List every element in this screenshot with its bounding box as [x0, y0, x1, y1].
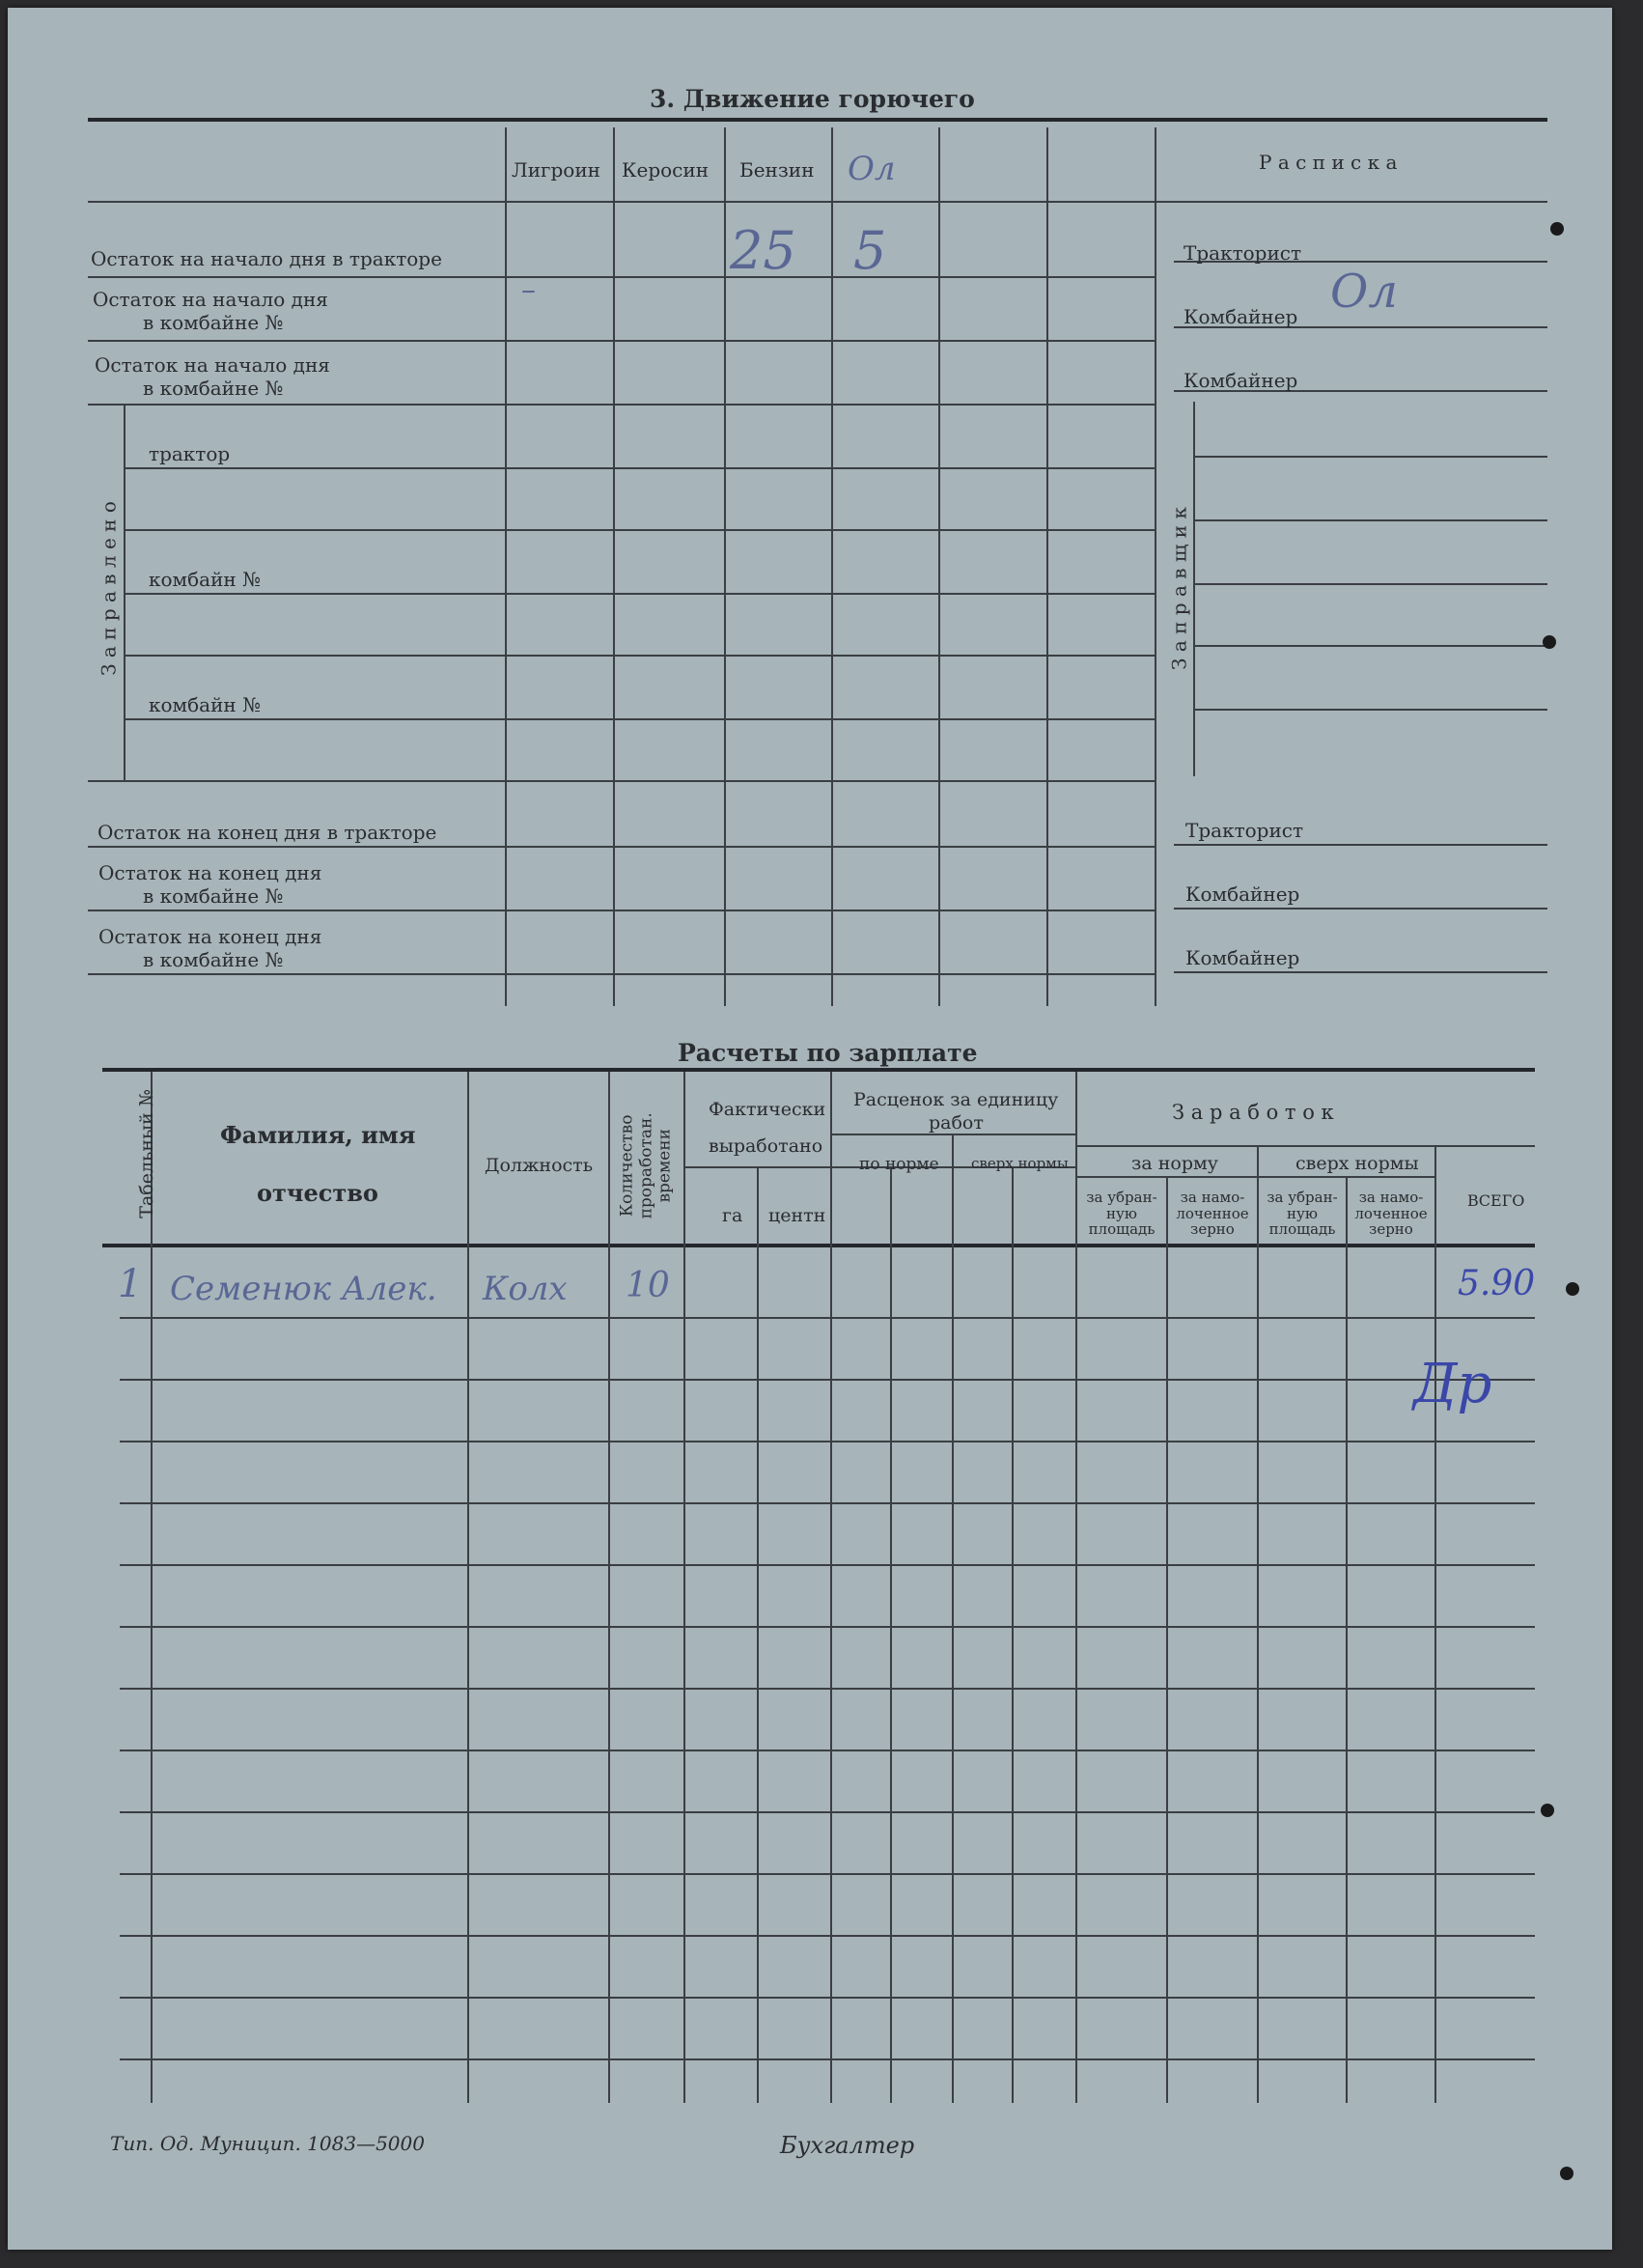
zap-combine2: комбайн №: [149, 693, 262, 716]
sig-line: [1174, 908, 1547, 910]
salary-header-hline: [1075, 1176, 1434, 1178]
salary-vline: [757, 1166, 759, 2103]
sub-namol: [1168, 1190, 1257, 1238]
salary-header-hline: [683, 1166, 830, 1168]
zapravleno-bracket: [124, 404, 125, 780]
sub-ubran-l3: площадь: [1088, 1220, 1156, 1238]
col-sverh-normy2: сверх нормы: [1295, 1153, 1419, 1174]
sub-ubran: [1077, 1190, 1166, 1238]
col-fakt-l2: выработано: [709, 1135, 823, 1157]
col-handwritten-extra: Ол: [848, 150, 896, 188]
salary-title: Расчеты по зарплате: [678, 1039, 978, 1067]
salary-vline: [830, 1072, 832, 2103]
buhgalter-label: Бухгалтер: [780, 2132, 915, 2159]
sig-line: [1193, 709, 1547, 711]
col-fio-l1: Фамилия, имя: [220, 1121, 416, 1149]
sig-kombainer-end1: Комбайнер: [1185, 882, 1300, 906]
sig-kombainer-end2: Комбайнер: [1185, 946, 1300, 969]
row1-dolzhnost: Колх: [483, 1270, 568, 1308]
col-fakt-l1: Фактически: [709, 1099, 826, 1120]
hw-combiner-signature: Ол: [1330, 265, 1398, 319]
sub-ubran-l1: за убран-: [1086, 1189, 1157, 1206]
sub-namol2-l1: за намо-: [1358, 1189, 1424, 1206]
col-benzin: Бензин: [739, 158, 815, 182]
row-end-combine2-l2: в комбайне №: [143, 948, 284, 971]
row1-fio: Семенюк Алек.: [170, 1270, 437, 1308]
col-raspiska: Р а с п и с к а: [1259, 151, 1398, 174]
fuel-vline: [505, 127, 507, 1006]
sig-line: [1193, 519, 1547, 521]
col-ligroin: Лигроин: [512, 158, 601, 182]
fuel-hline: [124, 718, 1155, 720]
fuel-hline: [88, 276, 1155, 278]
col-dolzhnost: Должность: [485, 1155, 594, 1176]
sig-zapravshik: З а п р а в щ и к: [1167, 507, 1191, 670]
salary-row-line: [120, 1441, 1535, 1442]
salary-vline: [1434, 1147, 1436, 2103]
row-start-combine1-l1: Остаток на начало дня: [93, 288, 328, 311]
col-fio-l2: отчество: [257, 1179, 378, 1207]
salary-row-line: [120, 1379, 1535, 1381]
sub-namol2-l3: зерно: [1369, 1220, 1413, 1238]
sig-line: [1193, 456, 1547, 458]
fuel-hline: [124, 529, 1155, 531]
fuel-vline: [1155, 127, 1156, 1006]
salary-vline: [683, 1072, 685, 2103]
fuel-title: 3. Движение горючего: [650, 85, 975, 113]
salary-vline: [890, 1166, 892, 2103]
row-start-combine2-l2: в комбайне №: [143, 377, 284, 400]
salary-vline: [1257, 1147, 1259, 2103]
salary-row-line: [120, 1626, 1535, 1628]
sig-line: [1193, 645, 1547, 647]
sub-ubran-l2: ную: [1106, 1204, 1137, 1222]
col-centn: центн: [768, 1205, 826, 1226]
hw-oil-value: 5: [853, 220, 887, 281]
fuel-vline: [831, 127, 833, 1006]
fuel-vline: [938, 127, 940, 1006]
col-rascenok-l1: Расценок за единицу: [853, 1089, 1059, 1110]
fuel-hline: [88, 910, 1155, 911]
staple-hole: [1566, 1282, 1579, 1296]
col-vsego: ВСЕГО: [1467, 1191, 1525, 1210]
hw-benzin-value: 25: [730, 220, 796, 281]
salary-vline: [952, 1135, 954, 2103]
hw-ligroin-dash: –: [521, 273, 536, 307]
fuel-hline: [88, 404, 1155, 406]
salary-signature: Др: [1413, 1353, 1492, 1415]
row1-time: 10: [626, 1266, 670, 1305]
row-start-combine2-l1: Остаток на начало дня: [95, 353, 330, 377]
sig-line: [1193, 583, 1547, 585]
salary-header-rule: [102, 1244, 1535, 1247]
sig-line: [1174, 844, 1547, 846]
salary-row-line: [120, 1873, 1535, 1875]
sig-kombainer2: Комбайнер: [1184, 369, 1298, 392]
sub-namol-l1: за намо-: [1180, 1189, 1245, 1206]
salary-row-line: [120, 1811, 1535, 1813]
salary-row-line: [120, 1502, 1535, 1504]
col-za-normu: за норму: [1131, 1153, 1218, 1174]
sub-ubran2-l3: площадь: [1268, 1220, 1336, 1238]
salary-header-hline: [830, 1134, 1075, 1135]
row1-tabel: 1: [118, 1262, 143, 1306]
col-sverh-normy: сверх нормы: [971, 1155, 1069, 1172]
sig-kombainer1: Комбайнер: [1184, 305, 1298, 328]
staple-hole: [1550, 222, 1564, 236]
col-po-norme: по норме: [859, 1155, 939, 1174]
fuel-vline: [724, 127, 726, 1006]
sub-namol-l3: зерно: [1190, 1220, 1235, 1238]
col-kerosin: Керосин: [622, 158, 710, 182]
col-tabel: Табельный №: [136, 1089, 158, 1218]
sig-traktorist: Тракторист: [1184, 241, 1302, 265]
col-rascenok-l2: работ: [929, 1112, 984, 1134]
zapravshik-bracket: [1193, 402, 1195, 776]
sig-line: [1174, 971, 1547, 973]
fuel-hline: [124, 655, 1155, 657]
row-start-tractor: Остаток на начало дня в тракторе: [91, 247, 442, 270]
salary-vline: [467, 1072, 469, 2103]
salary-vline: [608, 1072, 610, 2103]
fuel-hline: [88, 780, 1155, 782]
salary-row-line: [120, 2058, 1535, 2060]
salary-top-rule: [102, 1068, 1535, 1072]
row-end-combine1-l1: Остаток на конец дня: [98, 861, 322, 884]
col-ga: га: [722, 1205, 743, 1226]
salary-row-line: [120, 1564, 1535, 1566]
fuel-vline: [1046, 127, 1048, 1006]
printer-imprint: Тип. Од. Муницип. 1083—5000: [110, 2132, 425, 2155]
fuel-hline: [124, 467, 1155, 469]
fuel-hline: [88, 973, 1155, 975]
fuel-hline: [124, 593, 1155, 595]
fuel-vline: [613, 127, 615, 1006]
sub-namol-l2: лоченное: [1176, 1204, 1249, 1222]
fuel-header-rule: [88, 201, 1547, 203]
staple-hole: [1543, 635, 1556, 649]
row1-vsego: 5.90: [1458, 1264, 1536, 1303]
salary-header-hline: [1075, 1145, 1535, 1147]
salary-row-line: [120, 1750, 1535, 1751]
staple-hole: [1560, 2167, 1573, 2180]
col-kolichestvo-l1: Количество: [617, 1114, 637, 1218]
sub-ubran2: [1259, 1190, 1346, 1238]
row-end-combine1-l2: в комбайне №: [143, 884, 284, 908]
salary-vline: [1012, 1166, 1014, 2103]
zapravleno-label: З а п р а в л е н о: [97, 501, 121, 676]
sub-ubran2-l2: ную: [1287, 1204, 1318, 1222]
col-zarabotok: З а р а б о т о к: [1172, 1101, 1334, 1124]
row-start-combine1-l2: в комбайне №: [143, 311, 284, 334]
fuel-top-rule: [88, 118, 1547, 122]
zap-combine1: комбайн №: [149, 568, 262, 591]
sub-namol2: [1348, 1190, 1434, 1238]
staple-hole: [1541, 1804, 1554, 1817]
fuel-hline: [88, 846, 1155, 848]
zap-tractor: трактор: [149, 442, 231, 465]
col-kolichestvo: [619, 1109, 676, 1221]
sig-traktorist-end: Тракторист: [1185, 819, 1304, 842]
col-kolichestvo-l2: проработан.: [636, 1112, 656, 1219]
salary-row-line: [120, 1688, 1535, 1690]
salary-row-line: [120, 1935, 1535, 1937]
col-kolichestvo-l3: времени: [654, 1129, 675, 1203]
form-sheet: [8, 8, 1612, 2250]
salary-row-line: [120, 1997, 1535, 1999]
fuel-hline: [88, 340, 1155, 342]
salary-row-line: [120, 1317, 1535, 1319]
sub-ubran2-l1: за убран-: [1267, 1189, 1338, 1206]
row-end-tractor: Остаток на конец дня в тракторе: [97, 821, 437, 844]
row-end-combine2-l1: Остаток на конец дня: [98, 925, 322, 948]
sub-namol2-l2: лоченное: [1354, 1204, 1428, 1222]
